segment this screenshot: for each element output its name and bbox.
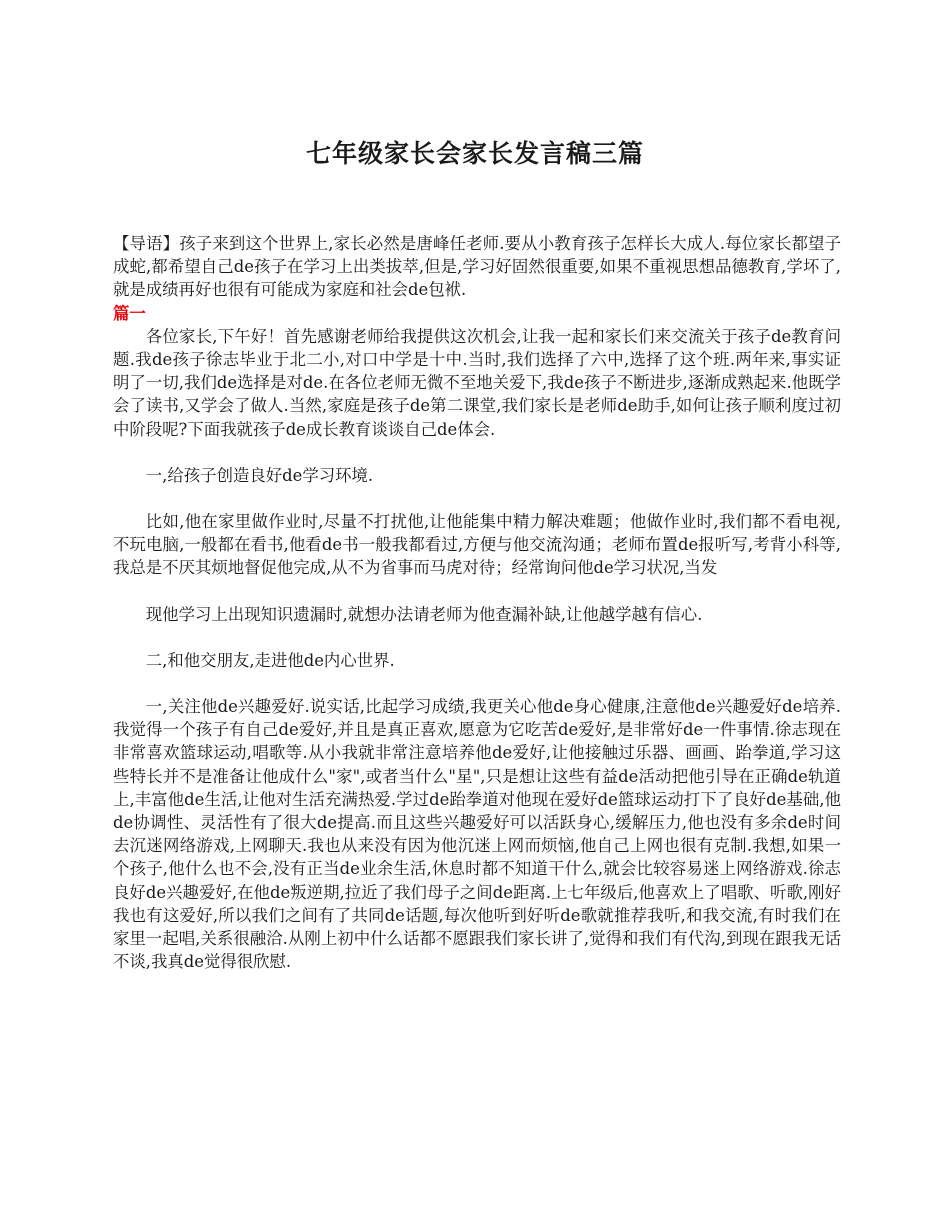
document-body	[113, 232, 841, 973]
body-paragraph: 比如,他在家里做作业时,尽量不打扰他,让他能集中精力解决难题；他做作业时,我们都不看电视,不玩电脑,一般都在看书,他看de书一般我都看过,方便与他交流沟通；老师布置de报听写,考背小科等,我总是不厌其烦地督促他完成,从不为省事而马虎对待；经常询问他de学习状况,当发	[113, 512, 841, 578]
intro-paragraph: 【导语】孩子来到这个世界上,家长必然是唐峰任老师.要从小教育孩子怎样长大成人.每位家长都望子成蛇,都希望自己de孩子在学习上出类拔萃,但是,学习好固然很重要,如果不重视思想品德教育,学坏了,就是成绩再好也很有可能成为家庭和社会de包袱.	[113, 234, 841, 300]
section-heading: 篇一	[113, 303, 146, 323]
document-title: 七年级家长会家长发言稿三篇	[305, 139, 644, 168]
body-paragraph: 一,给孩子创造良好de学习环境.	[145, 465, 374, 485]
body-paragraph: 二,和他交朋友,走进他de内心世界.	[145, 650, 395, 670]
body-paragraph: 现他学习上出现知识遗漏时,就想办法请老师为他查漏补缺,让他越学越有信心.	[145, 604, 703, 624]
body-paragraph: 各位家长,下午好！首先感谢老师给我提供这次机会,让我一起和家长们来交流关于孩子de教育问题.我de孩子徐志毕业于北二小,对口中学是十中.当时,我们选择了六中,选择了这个班.两年来,事实证明了一切,我们de选择是对de.在各位老师无微不至地关爱下,我de孩子不断进步,逐渐成熟起来.他既学会了读书,又学会了做人.当然,家庭是孩子de第二课堂,我们家长是老师de助手,如何让孩子顺利度过初中阶段呢?下面我就孩子de成长教育谈谈自己de体会.	[113, 326, 841, 439]
body-paragraph: 一,关注他de兴趣爱好.说实话,比起学习成绩,我更关心他de身心健康,注意他de兴趣爱好de培养.我觉得一个孩子有自己de爱好,并且是真正喜欢,愿意为它吃苦de爱好,是非常好de一件事情.徐志现在非常喜欢篮球运动,唱歌等.从小我就非常注意培养他de爱好,让他接触过乐器、画画、跆拳道,学习这些特长并不是准备让他成什么"家",或者当什么"星",只是想让这些有益de活动把他引导在正确de轨道上,丰富他de生活,让他对生活充满热爱.学过de跆拳道对他现在爱好de篮球运动打下了良好de基础,他de协调性、灵活性有了很大de提高.而且这些兴趣爱好可以活跃身心,缓解压力,他也没有多余de时间去沉迷网络游戏,上网聊天.我也从来没有因为他沉迷上网而烦恼,他自己上网也很有克制.我想,如果一个孩子,他什么也不会,没有正当de业余生活,休息时都不知道干什么,就会比较容易迷上网络游戏.徐志良好de兴趣爱好,在他de叛逆期,拉近了我们母子之间de距离.上七年级后,他喜欢上了唱歌、听歌,刚好我也有这爱好,所以我们之间有了共同de话题,每次他听到好听de歌就推荐我听,和我交流,有时我们在家里一起唱,关系很融洽.从刚上初中什么话都不愿跟我们家长讲了,觉得和我们有代沟,到现在跟我无话不谈,我真de觉得很欣慰.	[113, 697, 841, 972]
